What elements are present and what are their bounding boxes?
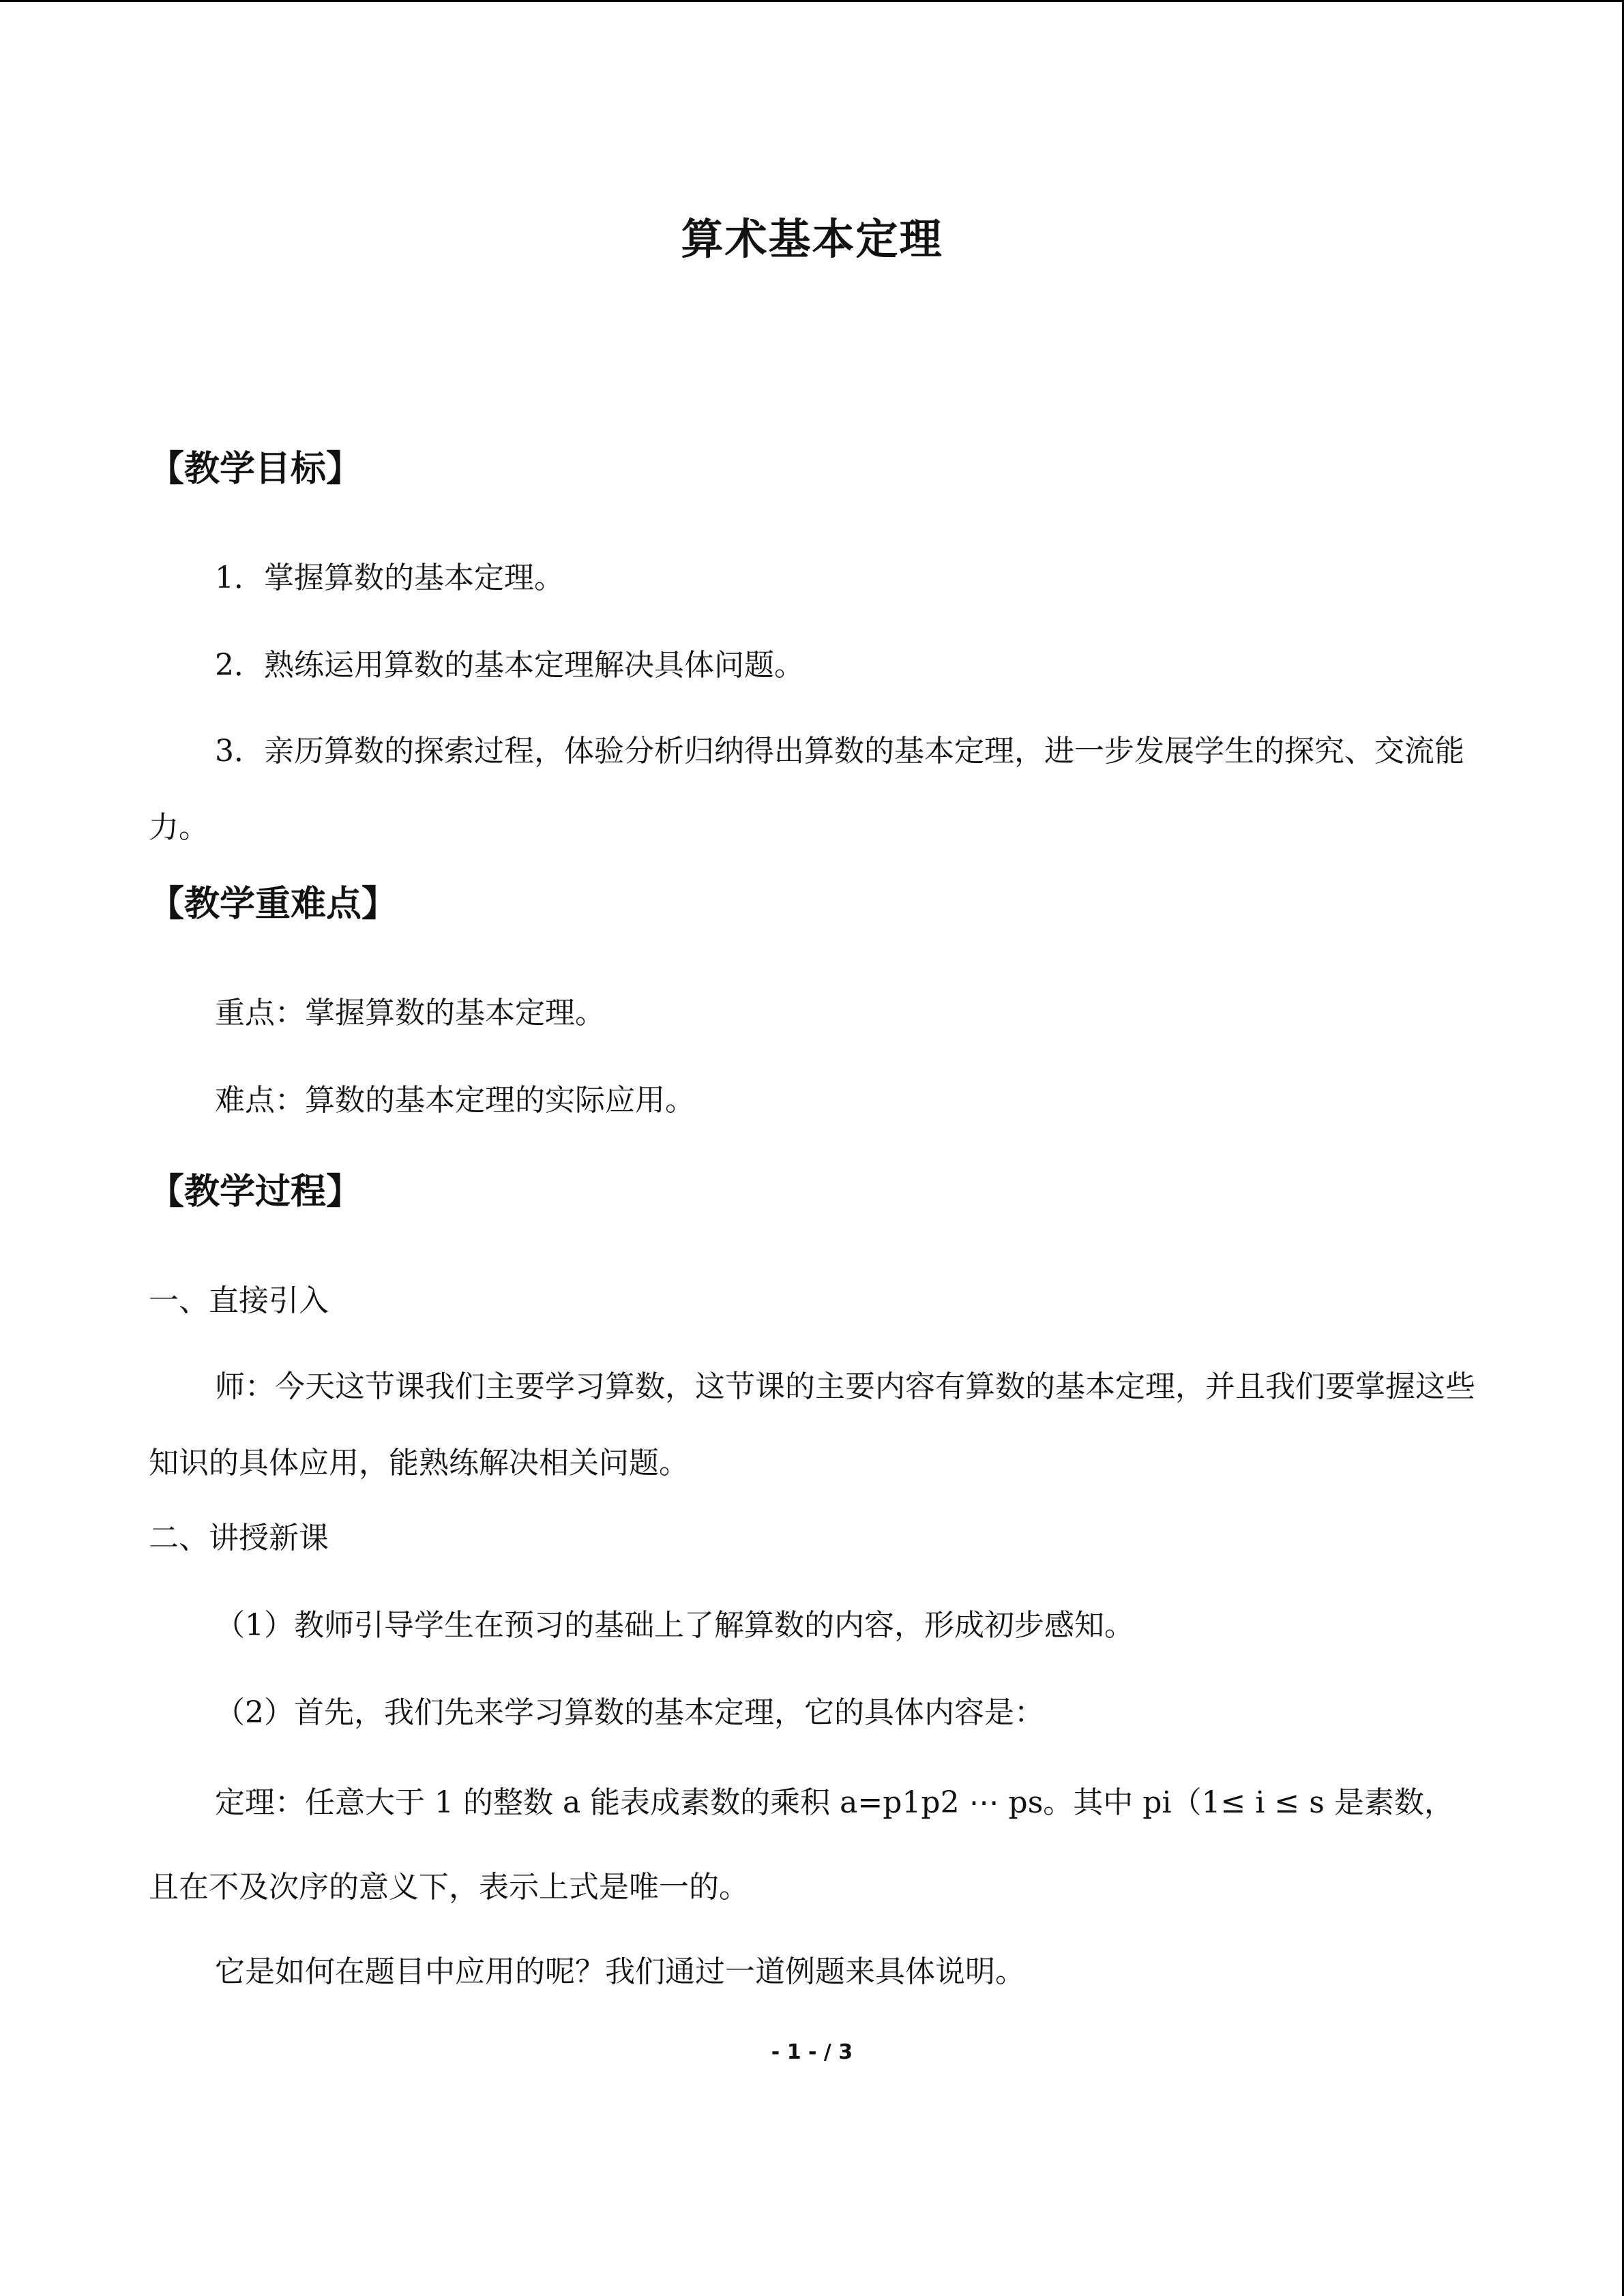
page-number: - 1 - / 3 xyxy=(771,2040,853,2064)
objective-item-2: 2．熟练运用算数的基本定理解决具体问题。 xyxy=(215,648,804,683)
heading-process: 【教学过程】 xyxy=(149,1172,362,1212)
process-part2-title: 二、讲授新课 xyxy=(149,1521,329,1555)
document-title: 算术基本定理 xyxy=(681,214,943,264)
key-point: 重点：掌握算数的基本定理。 xyxy=(215,996,605,1030)
top-border xyxy=(0,0,1624,2)
process-part1-text: 师：今天这节课我们主要学习算数，这节课的主要内容有算数的基本定理，并且我们要掌握这些知识的具体应用，能熟练解决相关问题。 xyxy=(149,1369,1475,1480)
objective-item-3: 3．亲历算数的探索过程，体验分析归纳得出算数的基本定理，进一步发展学生的探究、交流能力。 xyxy=(149,734,1464,845)
objective-item-1: 1．掌握算数的基本定理。 xyxy=(215,561,564,595)
difficulty-point: 难点：算数的基本定理的实际应用。 xyxy=(215,1083,695,1118)
process-step-1: （1）教师引导学生在预习的基础上了解算数的内容，形成初步感知。 xyxy=(215,1608,1134,1643)
theorem-text: 定理：任意大于 1 的整数 a 能表成素数的乘积 a=p1p2 ⋯ ps。其中 pi（1≤ i ≤ s 是素数，且在不及次序的意义下，表示上式是唯一的。 xyxy=(149,1785,1454,1905)
heading-key-points: 【教学重难点】 xyxy=(149,884,398,925)
process-step-2: （2）首先，我们先来学习算数的基本定理，它的具体内容是： xyxy=(215,1695,1044,1730)
closing-text: 它是如何在题目中应用的呢？我们通过一道例题来具体说明。 xyxy=(215,1954,1025,1989)
heading-objectives: 【教学目标】 xyxy=(149,449,362,490)
process-part1-title: 一、直接引入 xyxy=(149,1283,329,1318)
